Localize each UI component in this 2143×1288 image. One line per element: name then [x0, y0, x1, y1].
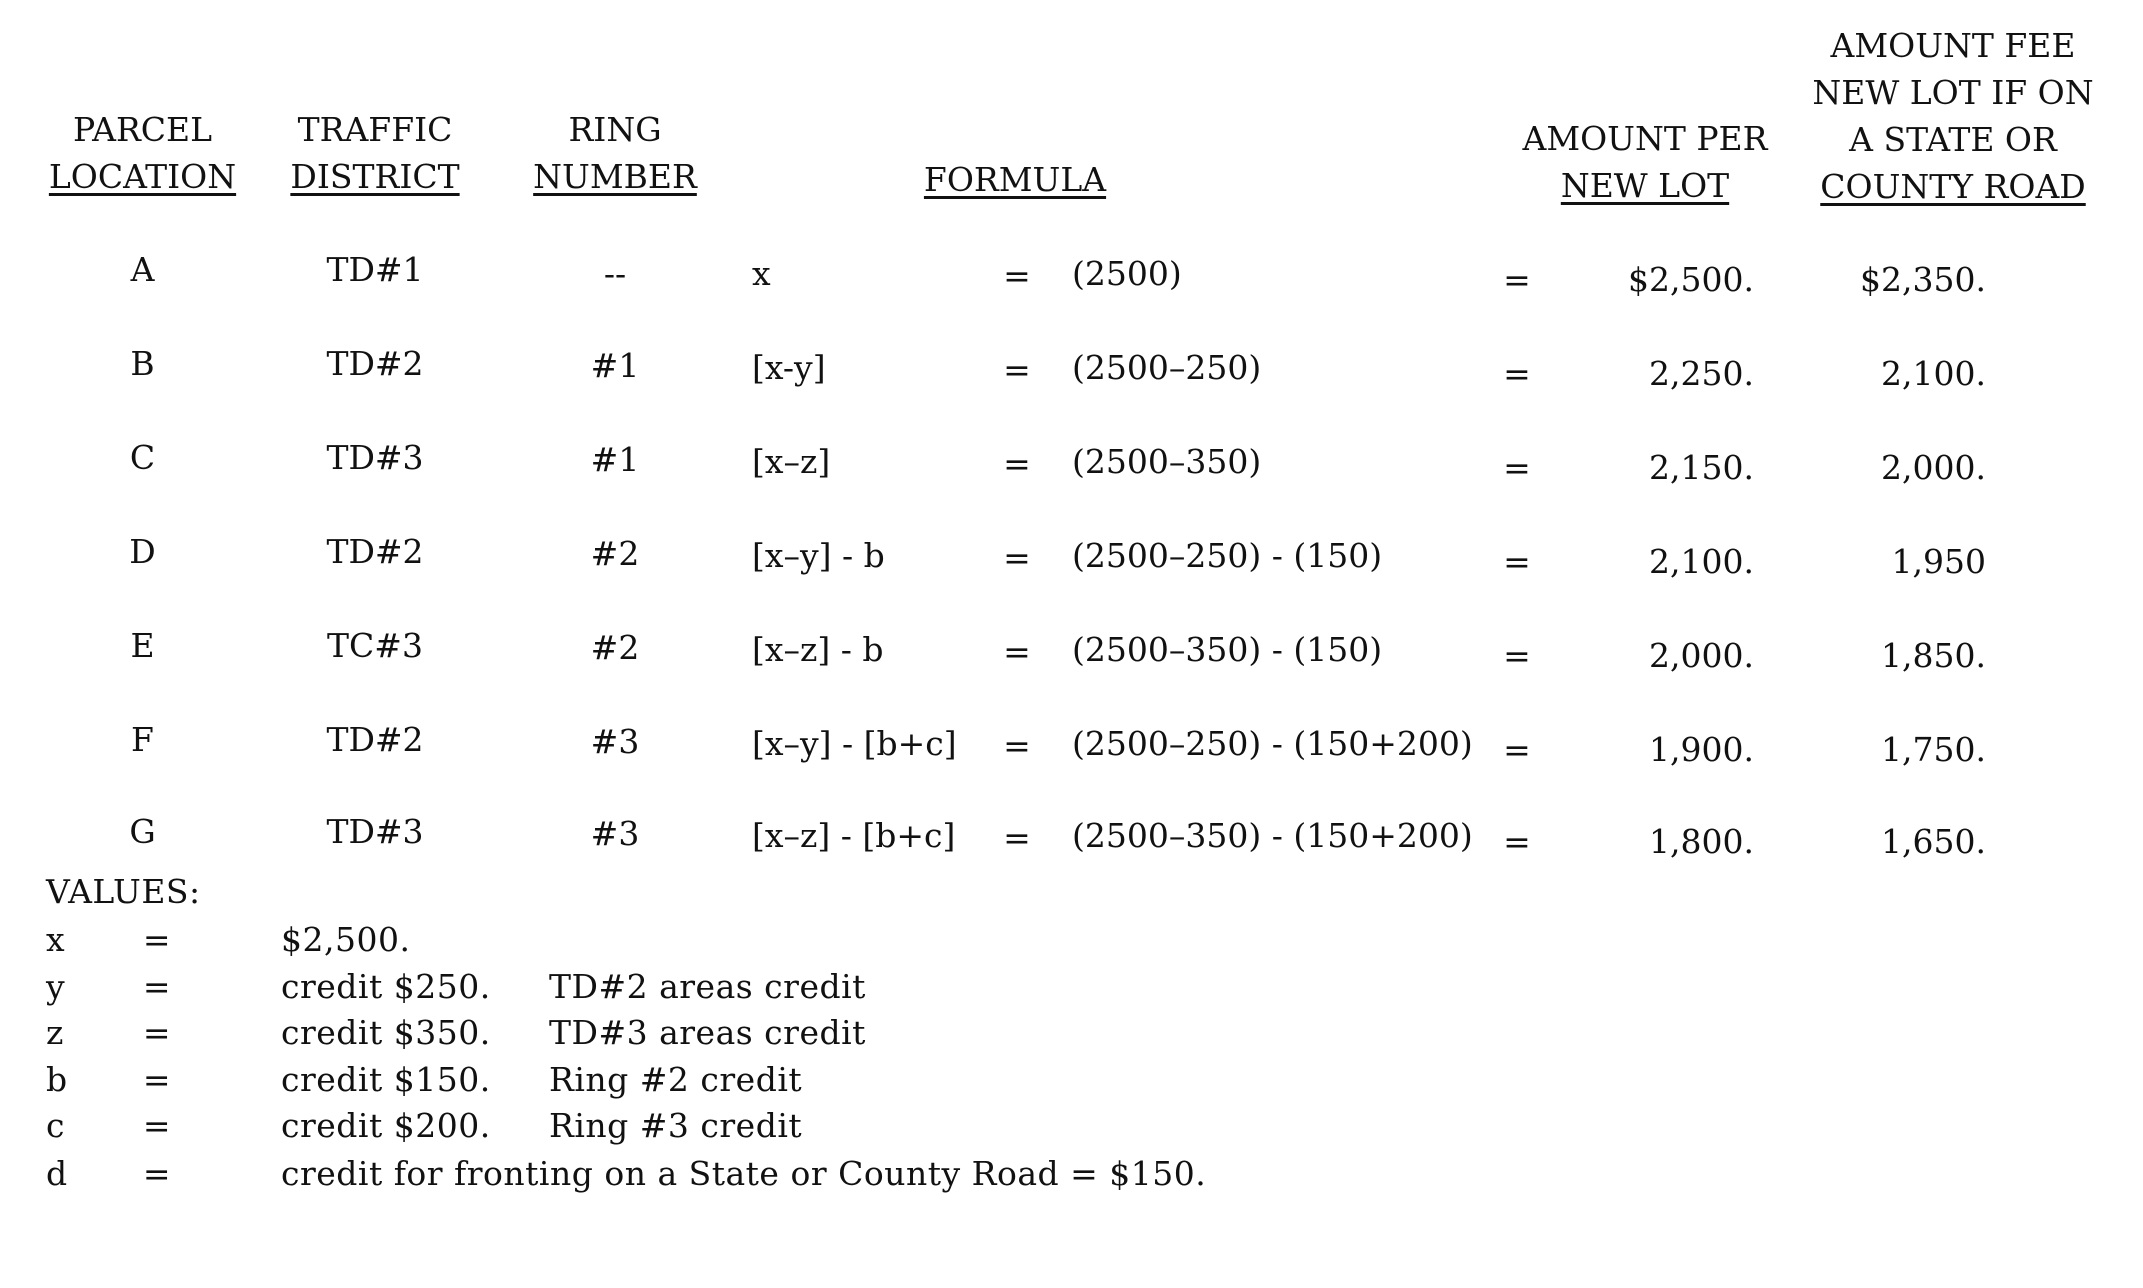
value-equals: =	[142, 1154, 172, 1193]
values-title: VALUES:	[46, 872, 201, 911]
cell-equals: =	[1003, 444, 1031, 483]
cell-ring: #1	[590, 440, 640, 479]
header-line: A STATE OR	[1849, 120, 2057, 159]
value-amount: credit $150.	[281, 1060, 491, 1099]
cell-equals: =	[1003, 632, 1031, 671]
cell-amount: $2,500.	[1628, 260, 1754, 299]
value-amount: credit $200.	[281, 1106, 491, 1145]
cell-formula: x	[752, 254, 771, 293]
cell-equals: =	[1503, 260, 1531, 299]
cell-numeric-formula: (2500–250) - (150+200)	[1072, 724, 1473, 763]
header-line: AMOUNT FEE	[1830, 26, 2076, 65]
cell-equals: =	[1503, 822, 1531, 861]
cell-equals: =	[1503, 636, 1531, 675]
value-symbol: z	[46, 1013, 64, 1052]
value-equals: =	[142, 1060, 172, 1099]
cell-formula: [x–z]	[752, 442, 831, 481]
cell-location: F	[131, 720, 154, 759]
cell-ring: --	[603, 254, 627, 293]
cell-equals: =	[1503, 354, 1531, 393]
header-line: NUMBER	[533, 157, 697, 196]
cell-amount: 1,900.	[1649, 730, 1754, 769]
value-symbol: y	[46, 967, 66, 1006]
header-line: NEW LOT	[1560, 166, 1730, 205]
value-symbol: x	[46, 920, 66, 959]
value-amount: $2,500.	[281, 920, 411, 959]
cell-ring: #1	[590, 346, 640, 385]
header-line: DISTRICT	[290, 157, 460, 196]
cell-amount: 2,250.	[1649, 354, 1754, 393]
value-equals: =	[142, 920, 172, 959]
cell-equals: =	[1503, 730, 1531, 769]
value-amount: credit $350.	[281, 1013, 491, 1052]
cell-equals: =	[1503, 448, 1531, 487]
value-description: TD#2 areas credit	[549, 967, 866, 1006]
cell-road-amount: $2,350.	[1860, 260, 1986, 299]
header-line: TRAFFIC	[297, 110, 453, 149]
header-amount-fee-road	[1800, 22, 2106, 210]
cell-district: TD#2	[326, 532, 424, 571]
cell-ring: #2	[590, 628, 640, 667]
cell-numeric-formula: (2500–250)	[1072, 348, 1262, 387]
value-symbol: d	[46, 1154, 68, 1193]
value-symbol: c	[46, 1106, 65, 1145]
header-formula	[900, 156, 1130, 203]
cell-district: TD#2	[326, 344, 424, 383]
value-equals: =	[142, 1106, 172, 1145]
cell-equals: =	[1003, 350, 1031, 389]
cell-ring: #2	[590, 534, 640, 573]
cell-amount: 2,150.	[1649, 448, 1754, 487]
cell-road-amount: 1,650.	[1881, 822, 1986, 861]
header-line: RING	[568, 110, 662, 149]
cell-equals: =	[1503, 542, 1531, 581]
cell-numeric-formula: (2500–250) - (150)	[1072, 536, 1383, 575]
header-line: PARCEL	[72, 110, 213, 149]
header-line: LOCATION	[48, 157, 237, 196]
header-line: AMOUNT PER	[1522, 119, 1768, 158]
cell-road-amount: 2,000.	[1881, 448, 1986, 487]
cell-equals: =	[1003, 538, 1031, 577]
header-line: COUNTY ROAD	[1820, 167, 2086, 206]
cell-road-amount: 2,100.	[1881, 354, 1986, 393]
cell-ring: #3	[590, 722, 640, 761]
cell-numeric-formula: (2500)	[1072, 254, 1182, 293]
header-traffic-district	[280, 106, 470, 200]
cell-location: B	[130, 344, 155, 383]
cell-formula: [x–z] - b	[752, 630, 884, 669]
cell-numeric-formula: (2500–350)	[1072, 442, 1262, 481]
cell-district: TD#3	[326, 438, 424, 477]
header-ring-number	[520, 106, 710, 200]
cell-equals: =	[1003, 726, 1031, 765]
header-line: NEW LOT IF ON	[1812, 73, 2094, 112]
header-amount-per-new-lot	[1500, 115, 1790, 209]
cell-formula: [x–y] - [b+c]	[752, 724, 957, 763]
cell-road-amount: 1,750.	[1881, 730, 1986, 769]
cell-numeric-formula: (2500–350) - (150+200)	[1072, 816, 1473, 855]
cell-district: TD#2	[326, 720, 424, 759]
header-parcel-location	[40, 106, 245, 200]
cell-road-amount: 1,950	[1891, 542, 1986, 581]
cell-amount: 1,800.	[1649, 822, 1754, 861]
cell-formula: [x-y]	[752, 348, 826, 387]
value-amount: credit for fronting on a State or County Road = $150.	[281, 1154, 1207, 1193]
header-line: FORMULA	[923, 160, 1107, 199]
cell-location: E	[130, 626, 155, 665]
cell-formula: [x–z] - [b+c]	[752, 816, 956, 855]
cell-district: TC#3	[327, 626, 423, 665]
cell-location: A	[130, 250, 155, 289]
cell-formula: [x–y] - b	[752, 536, 885, 575]
cell-ring: #3	[590, 814, 640, 853]
value-description: Ring #3 credit	[549, 1106, 803, 1145]
cell-amount: 2,000.	[1649, 636, 1754, 675]
cell-district: TD#1	[326, 250, 424, 289]
value-description: TD#3 areas credit	[549, 1013, 866, 1052]
cell-amount: 2,100.	[1649, 542, 1754, 581]
value-equals: =	[142, 1013, 172, 1052]
cell-road-amount: 1,850.	[1881, 636, 1986, 675]
cell-location: C	[129, 438, 156, 477]
cell-numeric-formula: (2500–350) - (150)	[1072, 630, 1383, 669]
cell-district: TD#3	[326, 812, 424, 851]
value-equals: =	[142, 967, 172, 1006]
cell-location: G	[129, 812, 156, 851]
cell-equals: =	[1003, 818, 1031, 857]
value-description: Ring #2 credit	[549, 1060, 803, 1099]
value-symbol: b	[46, 1060, 68, 1099]
cell-equals: =	[1003, 256, 1031, 295]
value-amount: credit $250.	[281, 967, 491, 1006]
cell-location: D	[129, 532, 156, 571]
